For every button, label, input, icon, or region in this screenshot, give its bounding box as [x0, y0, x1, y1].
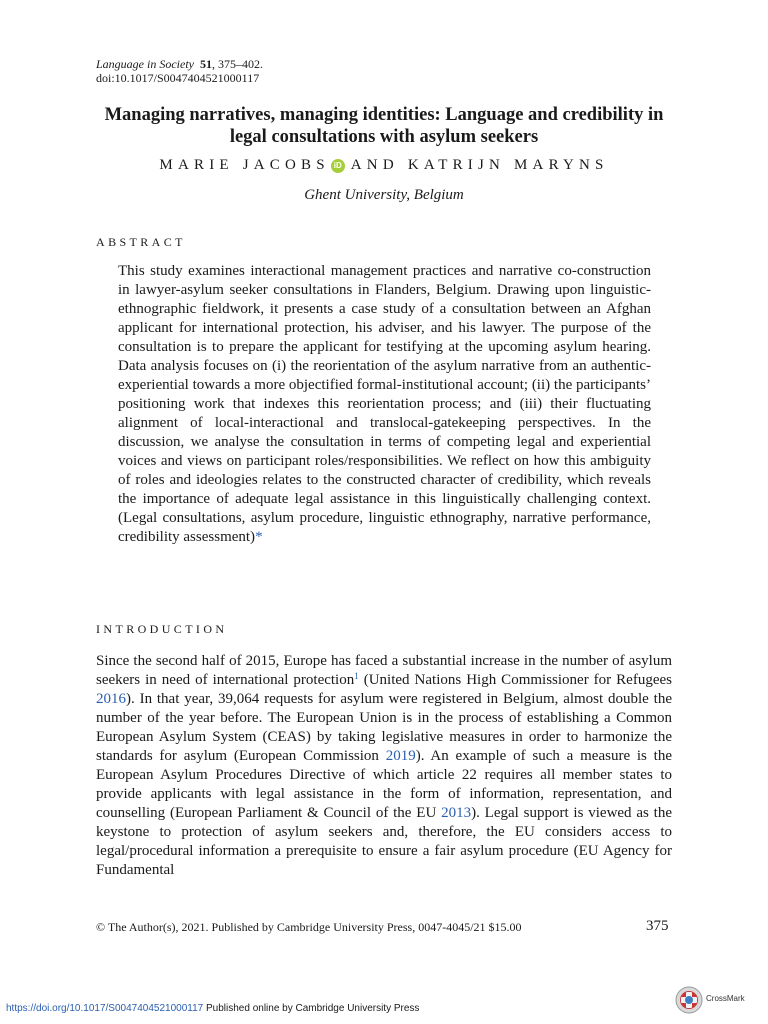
citation-link-2016[interactable]: 2016	[96, 691, 126, 707]
citation-link-2013[interactable]: 2013	[441, 805, 472, 821]
journal-volume: 51	[199, 57, 212, 71]
intro-text-5: ). Legal support is viewed as the keystone to protection of asylum seekers and, therefore, the EU considers access to legal/procedural information a prerequisite to ensure a fair asylum procedure (EU Agency for Fundamental	[96, 805, 672, 878]
footer-published-text: Published online by Cambridge University Press	[203, 1003, 420, 1014]
footer-doi-link[interactable]: https://doi.org/10.1017/S0047404521000117	[6, 1003, 204, 1014]
author-jacobs: MARIE JACOBS	[159, 157, 330, 173]
author-connector: AND	[350, 157, 399, 173]
publication-footer	[6, 1003, 419, 1015]
intro-text-4: ). An example of such a measure is the European Asylum Procedures Directive of which article 22 requires all member states to provide applicants with legal assistance in the form of information, representation, and counselling (European Parliament & Council of the EU	[96, 748, 672, 821]
intro-text-3: ). In that year, 39,064 requests for asylum were registered in Belgium, almost double the number of the year before. The European Union is in the process of establishing a Common European Asylum System (CEAS) by taking legislative measures in order to harmonize the standards for asylum (European Commission	[96, 691, 672, 764]
journal-citation	[96, 57, 263, 71]
intro-text-2: (United Nations High Commissioner for Refugees	[358, 672, 672, 688]
footnote-link-1[interactable]: 1	[354, 671, 359, 681]
journal-pages: , 375–402.	[211, 57, 263, 71]
article-title: Managing narratives, managing identities: Language and credibility in legal consultations with asylum seekers	[104, 105, 664, 147]
author-list	[96, 156, 672, 174]
abstract-text: This study examines interactional management practices and narrative co-construction in lawyer-asylum seeker consultations in Flanders, Belgium. Drawing upon linguistic-ethnographic fieldwork, it presents a case study of a consultation between an Afghan applicant for international protection, his adviser, and his lawyer. The purpose of the consultation is to prepare the applicant for testifying at the upcoming asylum hearing. Data analysis focuses on (i) the reorientation of the asylum narrative from an authentic-experiential towards a more objectified formal-institutional account; (ii) the participants’ positioning work that indexes this reorientation process; and (iii) their fluctuating alignment of local-interactional and translocal-gatekeeping perspectives. In the discussion, we analyse the consultation in terms of competing legal and experiential voices and views on participant roles/responsibilities. We reflect on how this ambiguity of roles and ideologies relates to the constructed character of credibility, which reveals the importance of adequate legal assistance in this linguistically challenging context. (Legal consultations, asylum procedure, linguistic ethnography, narrative performance, credibility assessment)	[118, 263, 651, 545]
affiliation: Ghent University, Belgium	[304, 187, 464, 203]
journal-name: Language in Society	[96, 57, 194, 71]
introduction-heading: INTRODUCTION	[96, 622, 228, 636]
citation-link-2019[interactable]: 2019	[385, 748, 416, 764]
abstract-heading: ABSTRACT	[96, 235, 186, 249]
author-maryns: KATRIJN MARYNS	[407, 157, 609, 173]
copyright-notice: © The Author(s), 2021. Published by Cambridge University Press, 0047-4045/21 $15.00	[96, 920, 522, 934]
crossmark-icon[interactable]	[675, 986, 703, 1014]
introduction-paragraph	[96, 652, 672, 880]
article-doi: doi:10.1017/S0047404521000117	[96, 71, 260, 85]
abstract-asterisk-link[interactable]: *	[255, 529, 263, 545]
page-number: 375	[646, 918, 669, 934]
crossmark-label[interactable]: CrossMark	[706, 994, 745, 1003]
intro-text-1: Since the second half of 2015, Europe has faced a substantial increase in the number of asylum seekers in need of international protection	[96, 653, 672, 688]
abstract-body	[118, 262, 651, 547]
orcid-icon[interactable]: iD	[331, 159, 345, 173]
